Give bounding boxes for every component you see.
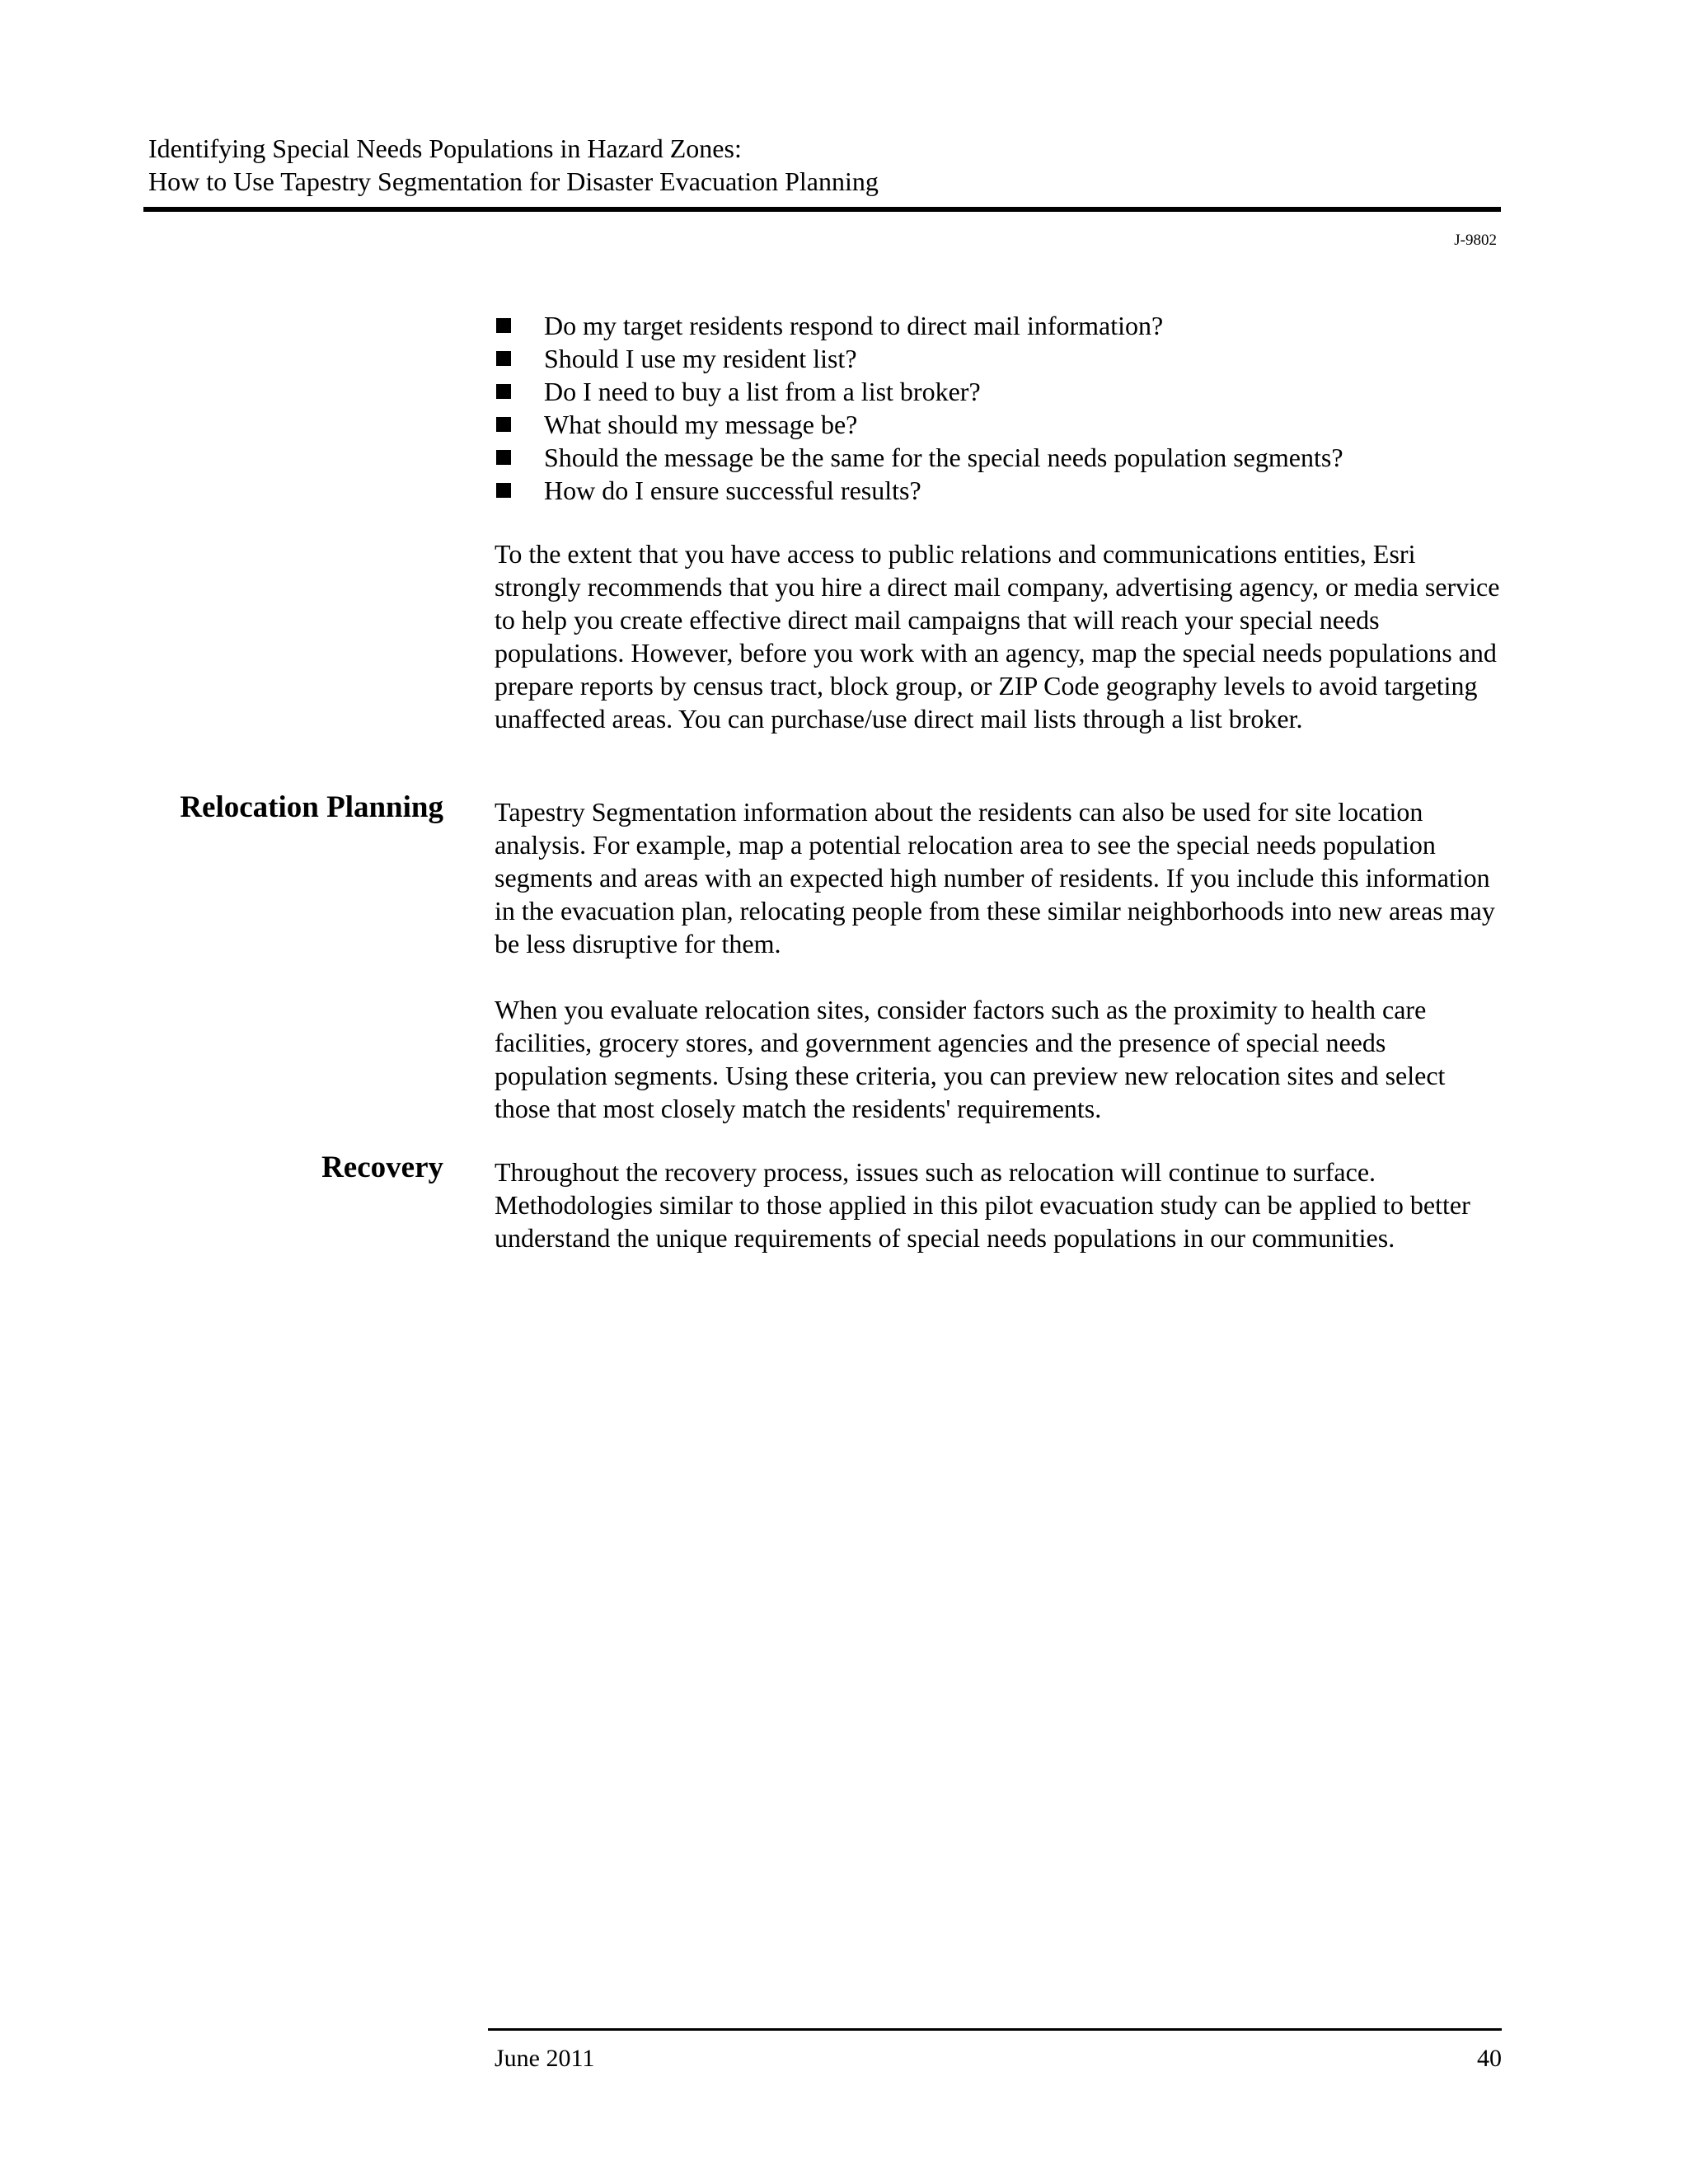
list-item-text: Should I use my resident list? (544, 344, 857, 373)
list-item (495, 342, 1500, 375)
list-item (495, 375, 1500, 408)
list-item-text: Do I need to buy a list from a list broker? (544, 377, 981, 406)
list-item-text: How do I ensure successful results? (544, 476, 921, 505)
section-heading-recovery: Recovery (321, 1151, 443, 1184)
page-number: 40 (1477, 2045, 1502, 2072)
list-item-text: Do my target residents respond to direct mail information? (544, 311, 1164, 340)
square-bullet-icon (496, 417, 511, 432)
list-item (495, 474, 1500, 507)
list-item (495, 309, 1500, 342)
header-title-line-2: How to Use Tapestry Segmentation for Disaster Evacuation Planning (148, 166, 879, 196)
square-bullet-icon (496, 384, 511, 399)
header-divider (143, 207, 1501, 212)
header-title-line-1: Identifying Special Needs Populations in Hazard Zones: (148, 134, 742, 163)
relocation-paragraph-2: When you evaluate relocation sites, consider factors such as the proximity to health care facilities, grocery stores, and government agencies and the presence of special needs population segments. Using these criteria, you can preview new relocation sites and select those that most closely match the residents' requirements. (495, 995, 1446, 1123)
question-list (495, 309, 1500, 507)
square-bullet-icon (496, 351, 511, 366)
relocation-paragraph-1: Tapestry Segmentation information about the residents can also be used for site location analysis. For example, map a potential relocation area to see the special needs population segments and areas with an expected high number of residents. If you include this information in the evacuation plan, relocating people from these similar neighborhoods into new areas may be less disruptive for them. (495, 797, 1495, 958)
list-item-text: Should the message be the same for the special needs population segments? (544, 443, 1343, 472)
square-bullet-icon (496, 450, 511, 465)
list-item (495, 408, 1500, 441)
intro-paragraph: To the extent that you have access to public relations and communications entities, Esri strongly recommends that you hire a direct mail company, advertising agency, or media service to help you create effective direct mail campaigns that will reach your special needs populations. However, before you work with an agency, map the special needs populations and prepare reports by census tract, block group, or ZIP Code geography levels to avoid targeting unaffected areas. You can purchase/use direct mail lists through a list broker. (495, 539, 1500, 733)
footer-divider (488, 2028, 1502, 2031)
list-item (495, 441, 1500, 474)
running-header (148, 132, 1500, 198)
footer-date: June 2011 (495, 2045, 595, 2072)
square-bullet-icon (496, 483, 511, 498)
square-bullet-icon (496, 318, 511, 333)
recovery-paragraph: Throughout the recovery process, issues such as relocation will continue to surface. Methodologies similar to those applied in this pilot evacuation study can be applied to better understand the unique requirements of special needs populations in our communities. (495, 1157, 1470, 1253)
list-item-text: What should my message be? (544, 410, 858, 439)
section-heading-relocation: Relocation Planning (180, 790, 443, 824)
document-code: J-9802 (1454, 232, 1497, 249)
